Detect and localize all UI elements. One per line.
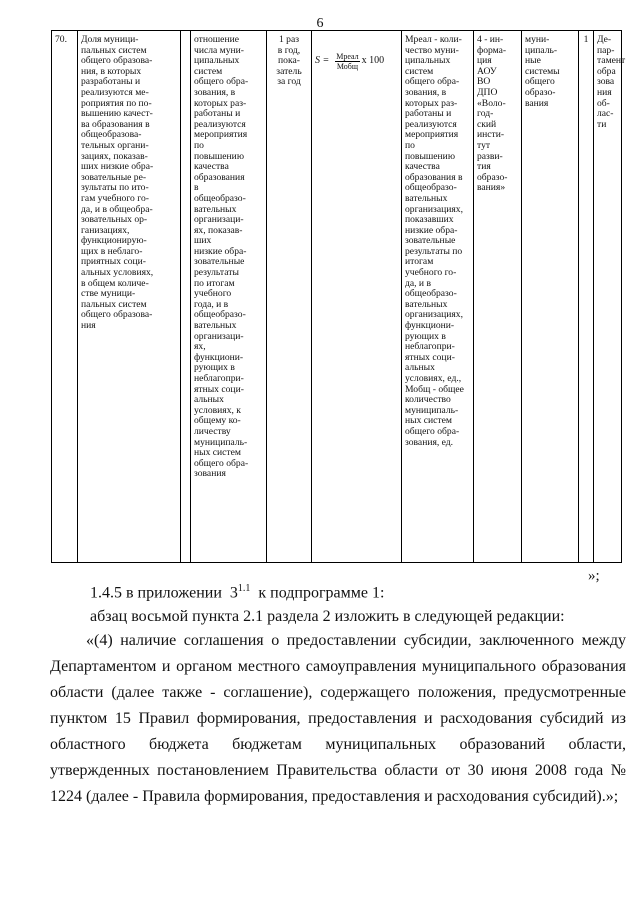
empty-cell xyxy=(181,31,191,563)
closing-mark: »; xyxy=(588,568,600,584)
period-cell: 1 раз в год, пока- затель за год xyxy=(267,31,312,563)
legend-cell: Мреал - коли- чество муни- ципальных систем общего обра- зования, в которых раз- работаны и реализуются мероприятия по повышению качества образования в общеобразо- вательных организациях, показавших низкие обра- зовательные результаты по итогам учебного го- да, и в общеобразо- вательных организациях, функциони- рующих в неблагопри- ятных соци- альных условиях, ед., Мобщ - общее количество муниципаль- ных систем общего обра- зования, ед. xyxy=(402,31,474,563)
department-cell: Де- пар- тамент обра зова ния об- лас- ти xyxy=(594,31,622,563)
ratio-definition-cell: отношение числа муни- ципальных систем общего обра- зования, в которых раз- работаны и реализуются мероприятия по повышению качества образования в общеобразо- вательных организаци- ях, показав- ших низкие обра- зовательные результаты по итогам учебного года, и в общеобразо- вательных организаци- ях, функциони- рующих в неблагопри- ятных соци- альных условиях, к общему ко- личеству муниципаль- ных систем общего обра- зования xyxy=(191,31,267,563)
paragraph-instruction: абзац восьмой пункта 2.1 раздела 2 изложить в следующей редакции: xyxy=(90,608,565,625)
formula-cell xyxy=(312,31,402,563)
count-cell: 1 xyxy=(579,31,594,563)
row-number: 70. xyxy=(52,31,78,563)
page-number: 6 xyxy=(316,16,324,31)
item-1-4-5: 1.4.5 в приложении $3^{1.1}$ к подпрограмме 1: xyxy=(90,583,385,602)
data-source-cell: 4 - ин- форма- ция АОУ ВО ДПО «Воло- год- ский инсти- тут разви- тия образо- вания» xyxy=(474,31,522,563)
formula xyxy=(315,46,398,71)
object-cell: муни- ципаль- ные системы общего образо- вания xyxy=(522,31,579,563)
formula-numerator: Мреал xyxy=(336,51,359,61)
indicator-table xyxy=(51,30,626,563)
formula-denominator: Мобщ xyxy=(336,61,359,71)
formula-s: S = xyxy=(315,54,330,66)
indicator-name-cell: Доля муници- пальных систем общего образова- ния, в которых разработаны и реализуются ме- роприятия по по- вышению качест- ва образования в общеобразова- тельных органи- зациях, показав- ших низкие обра- зовательные ре- зультаты по ито- гам учебного го- да, и в общеобра- зовательных ор- ганизациях, функционирую- щих в неблаго- приятных соци- альных условиях, в общем количе- стве муници- пальных систем общего образова- ния xyxy=(78,31,181,563)
formula-fraction xyxy=(335,52,359,71)
quoted-paragraph: «(4) наличие соглашения о предоставлении субсидии, заключенного между Департаментом и органом местного самоуправления муниципального образования области (далее также - соглашение), содержащего положения, предусмотренные пунктом 15 Правил формирования, предоставления и расходования субсидий из областного бюджета бюджетам муниципальных образований области, утвержденных постановлением Правительства области от 30 июня 2008 года № 1224 (далее - Правила формирования, предоставления и расходования субсидий).»; xyxy=(50,632,626,805)
formula-multiplier: x 100 xyxy=(361,54,385,66)
